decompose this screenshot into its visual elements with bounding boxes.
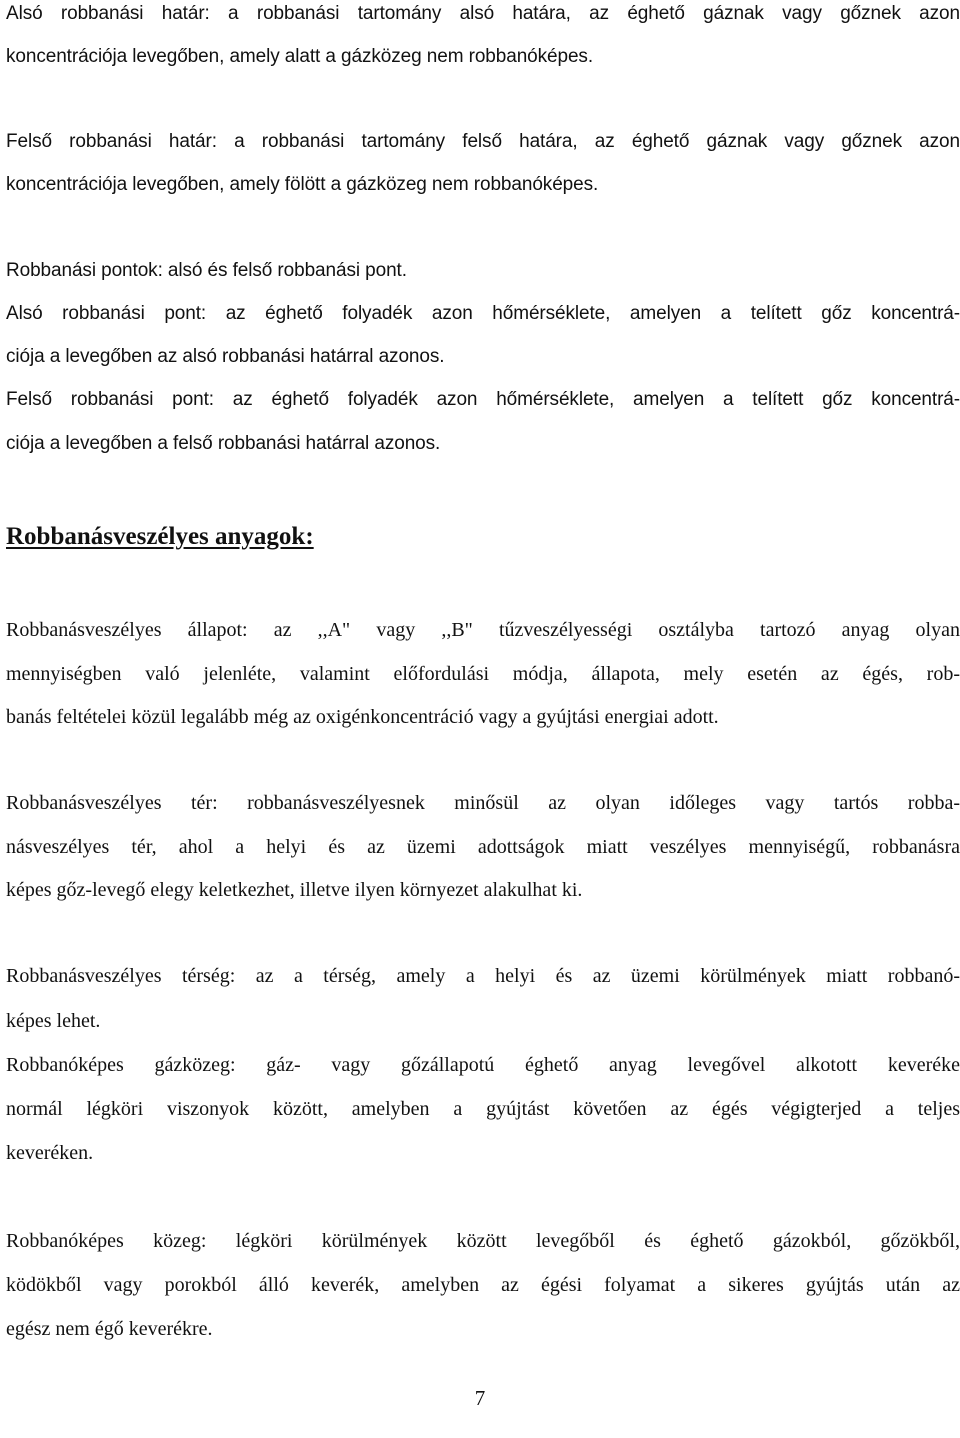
section-heading: Robbanásveszélyes anyagok: — [6, 523, 314, 550]
also-hatar-line-2: koncentrációja levegőben, amely alatt a gázközeg nem robbanóképes. — [6, 46, 594, 67]
terseg-line-1: Robbanásveszélyes térség: az a térség, amely a helyi és az üzemi körülmények miatt robbanó- — [6, 965, 960, 987]
gazkozeg-line-3: keveréken. — [6, 1142, 94, 1164]
kozeg-line-1: Robbanóképes közeg: légköri körülmények között levegőből és éghető gázokból, gőzökből, — [6, 1230, 960, 1252]
ter-line-1: Robbanásveszélyes tér: robbanásveszélyesnek minősül az olyan időleges vagy tartós robba- — [6, 792, 960, 814]
gazkozeg-line-1: Robbanóképes gázközeg: gáz- vagy gőzállapotú éghető anyag levegővel alkotott keveréke — [6, 1054, 960, 1076]
kozeg-line-2: ködökből vagy porokból álló keverék, amelyben az égési folyamat a sikeres gyújtás után az — [6, 1274, 960, 1296]
allapot-line-2: mennyiségben való jelenléte, valamint előfordulási módja, állapota, mely esetén az égés, rob- — [6, 663, 960, 685]
felso-hatar-line-1: Felső robbanási határ: a robbanási tartomány felső határa, az éghető gáznak vagy gőznek azon — [6, 131, 960, 152]
also-pont-line-1: Alsó robbanási pont: az éghető folyadék azon hőmérséklete, amelyen a telített gőz koncentrá- — [6, 303, 960, 324]
felso-pont-line-1: Felső robbanási pont: az éghető folyadék azon hőmérséklete, amelyen a telített gőz koncentrá- — [6, 389, 960, 410]
ter-line-2: násveszélyes tér, ahol a helyi és az üzemi adottságok miatt veszélyes mennyiségű, robbanásra — [6, 836, 960, 858]
ter-line-3: képes gőz-levegő elegy keletkezhet, illetve ilyen környezet alakulhat ki. — [6, 879, 583, 901]
robbanasi-pontok-line: Robbanási pontok: alsó és felső robbanási pont. — [6, 260, 407, 281]
allapot-line-1: Robbanásveszélyes állapot: az ,,A" vagy ,,B" tűzveszélyességi osztályba tartozó anyag olyan — [6, 619, 960, 641]
felso-pont-line-2: ciója a levegőben a felső robbanási határral azonos. — [6, 433, 441, 454]
allapot-line-3: banás feltételei közül legalább még az oxigénkoncentráció vagy a gyújtási energiai adott. — [6, 706, 719, 728]
page-number: 7 — [474, 1386, 486, 1410]
kozeg-line-3: egész nem égő keverékre. — [6, 1318, 213, 1340]
terseg-line-2: képes lehet. — [6, 1010, 101, 1032]
also-hatar-line-1: Alsó robbanási határ: a robbanási tartomány alsó határa, az éghető gáznak vagy gőznek azon — [6, 3, 960, 24]
also-pont-line-2: ciója a levegőben az alsó robbanási határral azonos. — [6, 346, 445, 367]
gazkozeg-line-2: normál légköri viszonyok között, amelyben a gyújtást követően az égés végigterjed a teljes — [6, 1098, 960, 1120]
felso-hatar-line-2: koncentrációja levegőben, amely fölött a gázközeg nem robbanóképes. — [6, 174, 599, 195]
